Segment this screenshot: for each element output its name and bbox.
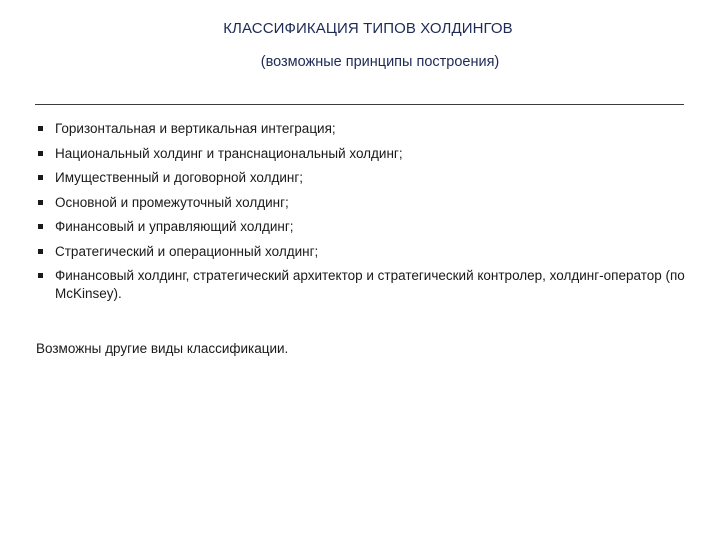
classification-list	[38, 120, 698, 310]
list-item	[38, 169, 698, 187]
list-item	[38, 243, 698, 261]
list-item-text: Горизонтальная и вертикальная интеграция;	[55, 121, 336, 136]
square-bullet-icon	[38, 273, 43, 278]
list-item	[38, 267, 698, 303]
square-bullet-icon	[38, 200, 43, 205]
square-bullet-icon	[38, 151, 43, 156]
slide-title: КЛАССИФИКАЦИЯ ТИПОВ ХОЛДИНГОВ	[223, 20, 513, 37]
list-item	[38, 120, 698, 138]
square-bullet-icon	[38, 175, 43, 180]
square-bullet-icon	[38, 126, 43, 131]
list-item-text: Основной и промежуточный холдинг;	[55, 194, 289, 210]
square-bullet-icon	[38, 224, 43, 229]
list-item-text: Имущественный и договорной холдинг;	[55, 170, 304, 185]
list-item	[38, 145, 698, 163]
list-item-text: Стратегический и операционный холдинг;	[55, 243, 319, 259]
list-item	[38, 218, 698, 236]
list-item-text: Национальный холдинг и транснациональный холдинг;	[55, 145, 403, 161]
slide-subtitle: (возможные принципы построения)	[260, 54, 500, 70]
divider	[35, 104, 684, 105]
list-item	[38, 194, 698, 212]
list-item-text: Финансовый и управляющий холдинг;	[55, 219, 294, 234]
square-bullet-icon	[38, 249, 43, 254]
list-item-text: Финансовый холдинг, стратегический архитектор и стратегический контролер, холдинг-оператор (по McKinsey).	[55, 268, 685, 301]
footnote-text: Возможны другие виды классификации.	[36, 341, 289, 356]
